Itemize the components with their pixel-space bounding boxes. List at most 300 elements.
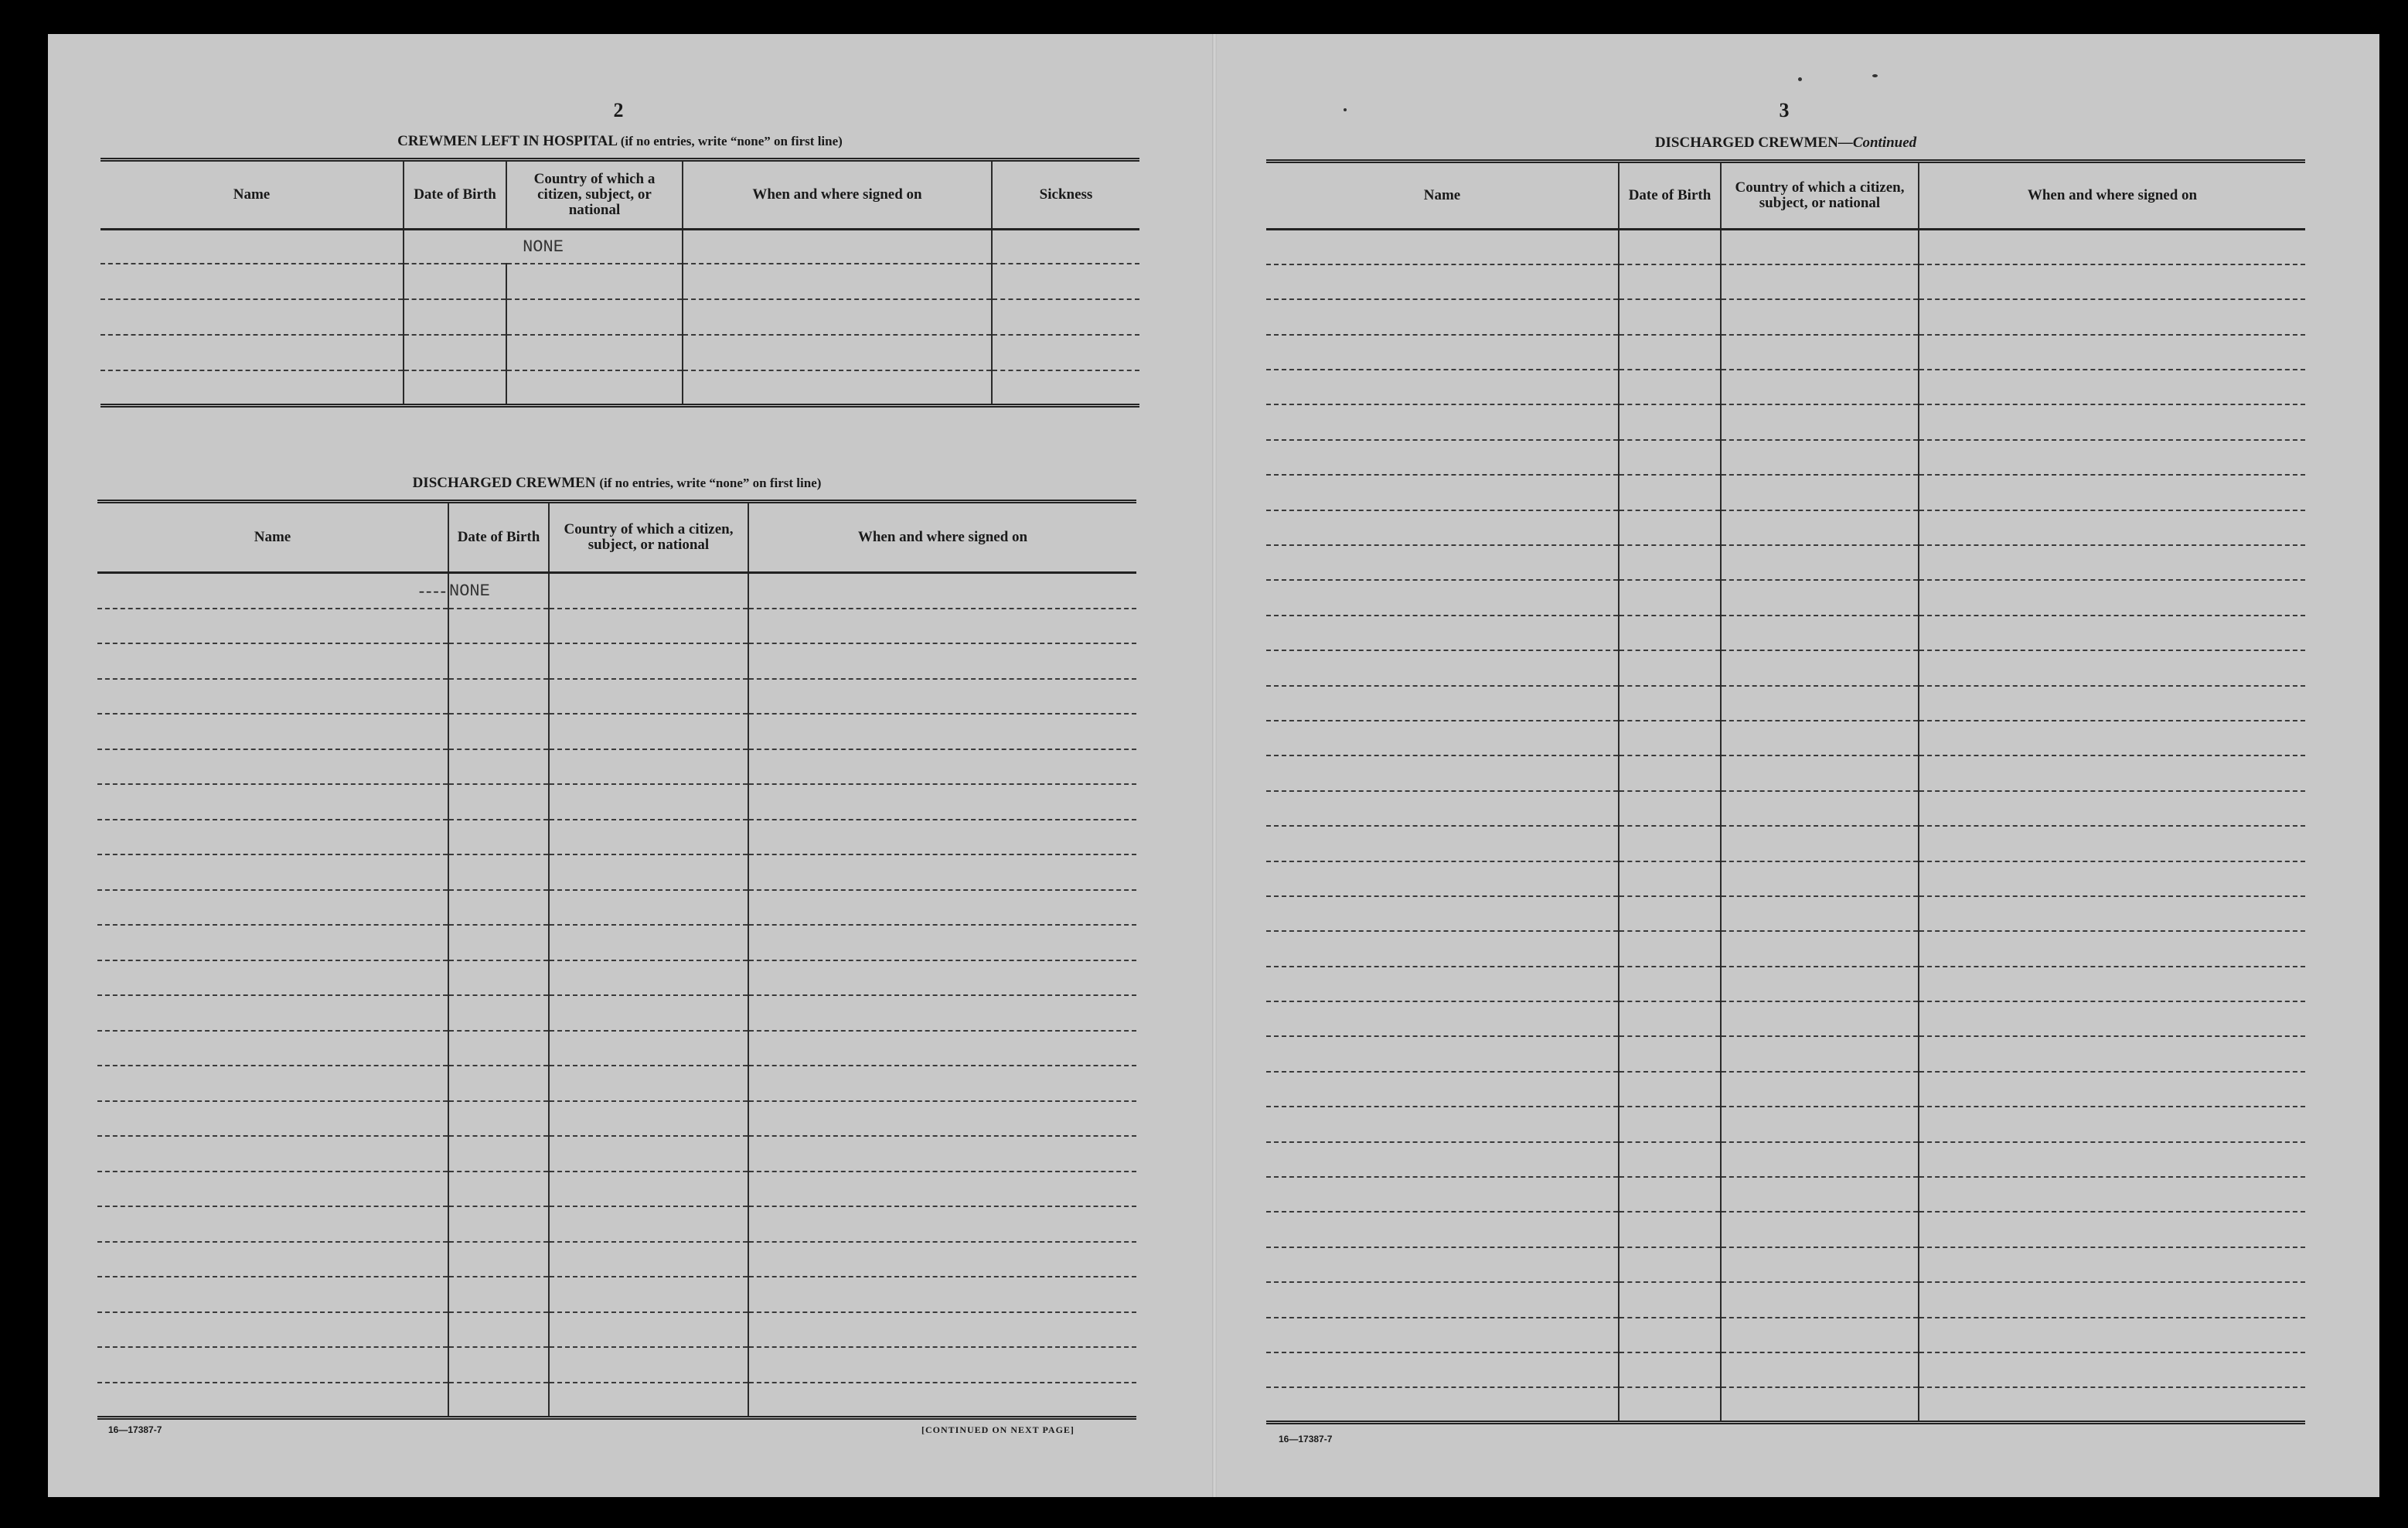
table-cell bbox=[1919, 545, 2305, 580]
table-cell bbox=[549, 854, 748, 890]
col-header-country: Country of which a citizen, subject, or national bbox=[549, 502, 748, 573]
table-cell bbox=[1266, 1282, 1619, 1317]
table-row bbox=[97, 1206, 1136, 1242]
table-cell bbox=[1721, 335, 1919, 370]
table-cell bbox=[1919, 861, 2305, 896]
table-cell bbox=[1266, 686, 1619, 721]
table-row bbox=[1266, 1142, 2305, 1177]
table-cell bbox=[549, 1383, 748, 1418]
table-cell bbox=[97, 1242, 448, 1277]
table-cell bbox=[448, 1066, 549, 1101]
table-cell bbox=[1619, 650, 1721, 685]
table-cell bbox=[1919, 1352, 2305, 1387]
table-cell bbox=[1266, 1212, 1619, 1247]
table-row bbox=[97, 854, 1136, 890]
table-row bbox=[97, 1383, 1136, 1418]
table-cell bbox=[1266, 370, 1619, 404]
table-cell bbox=[1266, 791, 1619, 826]
table-row bbox=[1266, 1387, 2305, 1422]
table-cell bbox=[1721, 475, 1919, 510]
table-cell bbox=[1721, 1212, 1919, 1247]
table-cell bbox=[748, 679, 1136, 715]
table-cell bbox=[448, 1172, 549, 1207]
table-row bbox=[1266, 1212, 2305, 1247]
table-cell bbox=[97, 749, 448, 785]
table-cell bbox=[1721, 1142, 1919, 1177]
table-cell bbox=[1721, 1001, 1919, 1036]
table-cell bbox=[549, 1066, 748, 1101]
table-cell bbox=[1619, 299, 1721, 334]
table-cell bbox=[1619, 1247, 1721, 1282]
table-row bbox=[1266, 264, 2305, 299]
table-cell bbox=[1619, 896, 1721, 931]
table-cell bbox=[97, 643, 448, 679]
table-cell bbox=[448, 1136, 549, 1172]
table-cell bbox=[97, 784, 448, 820]
table-row bbox=[97, 749, 1136, 785]
table-row bbox=[100, 370, 1139, 406]
table-cell bbox=[1721, 545, 1919, 580]
table-cell bbox=[1266, 896, 1619, 931]
table-cell bbox=[748, 1172, 1136, 1207]
table-cell bbox=[748, 784, 1136, 820]
table-row bbox=[97, 714, 1136, 749]
table-cell bbox=[97, 854, 448, 890]
table-cell bbox=[448, 1031, 549, 1066]
table-cell bbox=[1619, 1318, 1721, 1352]
table-cell bbox=[1919, 580, 2305, 615]
table-cell bbox=[549, 609, 748, 644]
paper-speck bbox=[1344, 108, 1347, 111]
table-row bbox=[97, 995, 1136, 1031]
table-cell bbox=[1721, 1036, 1919, 1071]
col-header-name: Name bbox=[97, 502, 448, 573]
table-row bbox=[97, 1347, 1136, 1383]
table-cell bbox=[1619, 1387, 1721, 1422]
table-cell bbox=[1721, 931, 1919, 966]
table-cell bbox=[97, 1206, 448, 1242]
col-header-sickness: Sickness bbox=[992, 160, 1139, 230]
table-cell bbox=[748, 854, 1136, 890]
table-cell bbox=[549, 925, 748, 960]
table-cell bbox=[549, 890, 748, 926]
table-row bbox=[1266, 230, 2305, 264]
table-cell bbox=[1721, 721, 1919, 755]
table-cell bbox=[1619, 616, 1721, 650]
table-row bbox=[1266, 545, 2305, 580]
table-cell bbox=[1266, 1107, 1619, 1141]
table-cell bbox=[1619, 264, 1721, 299]
table-cell bbox=[1721, 755, 1919, 790]
table-row bbox=[1266, 896, 2305, 931]
table-row bbox=[1266, 967, 2305, 1001]
table-cell bbox=[549, 1242, 748, 1277]
table-cell bbox=[97, 1101, 448, 1137]
table-cell bbox=[1919, 650, 2305, 685]
table-row bbox=[97, 609, 1136, 644]
table-cell bbox=[1266, 650, 1619, 685]
table-row bbox=[97, 820, 1136, 855]
table-cell bbox=[1721, 826, 1919, 861]
table-cell bbox=[1266, 721, 1619, 755]
table-cell bbox=[1266, 1142, 1619, 1177]
table-cell bbox=[1919, 616, 2305, 650]
table-row bbox=[97, 1242, 1136, 1277]
table-cell bbox=[549, 679, 748, 715]
table-cell bbox=[1721, 1282, 1919, 1317]
table-cell bbox=[1266, 404, 1619, 439]
table-row bbox=[1266, 370, 2305, 404]
table-cell bbox=[1919, 1072, 2305, 1107]
table-cell bbox=[97, 1066, 448, 1101]
table-cell bbox=[1919, 686, 2305, 721]
table-cell bbox=[1919, 370, 2305, 404]
table-cell bbox=[448, 643, 549, 679]
table-row: ---- NONE bbox=[97, 573, 1136, 609]
col-header-country: Country of which a citizen, subject, or national bbox=[506, 160, 683, 230]
table-cell bbox=[1266, 1247, 1619, 1282]
table-cell bbox=[1619, 791, 1721, 826]
table-cell bbox=[1619, 1142, 1721, 1177]
table-cell bbox=[97, 995, 448, 1031]
continued-suffix: —Continued bbox=[1838, 135, 1917, 151]
table-cell bbox=[1919, 721, 2305, 755]
continued-section-title bbox=[1268, 135, 2304, 152]
table-row bbox=[1266, 826, 2305, 861]
table-row bbox=[1266, 721, 2305, 755]
table-cell bbox=[448, 679, 549, 715]
discharged-continued-table bbox=[1266, 159, 2305, 1424]
table-cell bbox=[748, 1066, 1136, 1101]
table-cell bbox=[1919, 826, 2305, 861]
table-cell bbox=[549, 820, 748, 855]
table-cell bbox=[1721, 1107, 1919, 1141]
table-cell bbox=[1721, 650, 1919, 685]
table-cell bbox=[748, 1206, 1136, 1242]
table-row bbox=[100, 299, 1139, 335]
table-cell bbox=[1919, 1387, 2305, 1422]
table-cell bbox=[448, 925, 549, 960]
table-cell bbox=[1721, 967, 1919, 1001]
table-cell bbox=[1919, 440, 2305, 475]
table-cell bbox=[1919, 1177, 2305, 1212]
table-row bbox=[1266, 1247, 2305, 1282]
table-cell bbox=[448, 960, 549, 996]
table-cell bbox=[748, 1136, 1136, 1172]
table-row bbox=[1266, 404, 2305, 439]
table-row bbox=[97, 1312, 1136, 1348]
table-cell bbox=[748, 1101, 1136, 1137]
table-row bbox=[1266, 791, 2305, 826]
table-cell bbox=[549, 1136, 748, 1172]
form-code-right: 16—17387-7 bbox=[1279, 1434, 1333, 1444]
table-row bbox=[97, 643, 1136, 679]
table-cell bbox=[1619, 335, 1721, 370]
table-cell bbox=[549, 1031, 748, 1066]
table-row bbox=[1266, 335, 2305, 370]
paper-speck bbox=[1872, 74, 1878, 77]
table-row bbox=[1266, 650, 2305, 685]
continued-title: DISCHARGED CREWMEN bbox=[1654, 135, 1838, 151]
table-cell bbox=[1919, 335, 2305, 370]
hospital-section-title bbox=[102, 133, 1138, 150]
table-cell bbox=[97, 925, 448, 960]
table-cell bbox=[1619, 1282, 1721, 1317]
table-cell bbox=[1721, 791, 1919, 826]
table-cell bbox=[549, 1206, 748, 1242]
table-cell bbox=[448, 854, 549, 890]
col-header-name: Name bbox=[1266, 162, 1619, 230]
table-cell bbox=[1266, 1001, 1619, 1036]
table-cell bbox=[1619, 1177, 1721, 1212]
table-row bbox=[1266, 1282, 2305, 1317]
table-cell bbox=[1266, 545, 1619, 580]
table-cell bbox=[748, 1031, 1136, 1066]
table-row bbox=[97, 1066, 1136, 1101]
col-header-country: Country of which a citizen, subject, or national bbox=[1721, 162, 1919, 230]
table-cell bbox=[1919, 755, 2305, 790]
table-cell bbox=[97, 1136, 448, 1172]
table-row bbox=[1266, 861, 2305, 896]
table-cell bbox=[1721, 264, 1919, 299]
table-cell bbox=[97, 679, 448, 715]
page-number-right: 3 bbox=[1779, 99, 1790, 121]
table-cell bbox=[1619, 1072, 1721, 1107]
table-cell bbox=[1721, 861, 1919, 896]
col-header-signed-on: When and where signed on bbox=[1919, 162, 2305, 230]
table-cell bbox=[748, 1277, 1136, 1312]
table-cell bbox=[1266, 616, 1619, 650]
table-cell bbox=[1266, 299, 1619, 334]
table-row bbox=[1266, 1036, 2305, 1071]
table-cell bbox=[97, 1031, 448, 1066]
table-cell bbox=[748, 643, 1136, 679]
table-cell bbox=[1919, 510, 2305, 545]
table-cell bbox=[1619, 861, 1721, 896]
table-cell bbox=[97, 1383, 448, 1418]
table-cell bbox=[748, 1347, 1136, 1383]
table-row bbox=[1266, 1177, 2305, 1212]
table-cell bbox=[549, 960, 748, 996]
table-cell bbox=[1919, 299, 2305, 334]
table-row bbox=[97, 925, 1136, 960]
table-cell bbox=[1266, 967, 1619, 1001]
table-cell bbox=[748, 890, 1136, 926]
table-row bbox=[1266, 475, 2305, 510]
table-cell bbox=[448, 1347, 549, 1383]
table-cell bbox=[1619, 931, 1721, 966]
table-cell bbox=[448, 890, 549, 926]
table-row bbox=[97, 1172, 1136, 1207]
table-cell bbox=[748, 1312, 1136, 1348]
table-row bbox=[1266, 440, 2305, 475]
table-row bbox=[1266, 931, 2305, 966]
discharged-note: (if no entries, write “none” on first line) bbox=[599, 476, 822, 490]
table-cell bbox=[1919, 967, 2305, 1001]
table-row bbox=[1266, 755, 2305, 790]
table-cell bbox=[448, 1206, 549, 1242]
table-cell bbox=[1619, 1001, 1721, 1036]
continued-note: [CONTINUED ON NEXT PAGE] bbox=[921, 1424, 1075, 1435]
page-fold bbox=[1212, 34, 1217, 1497]
table-cell bbox=[1721, 896, 1919, 931]
discharged-header-row bbox=[97, 502, 1136, 573]
table-cell bbox=[1619, 475, 1721, 510]
table-cell bbox=[1619, 230, 1721, 264]
table-cell bbox=[97, 609, 448, 644]
table-cell bbox=[1619, 826, 1721, 861]
table-cell bbox=[1721, 510, 1919, 545]
discharged-table bbox=[97, 500, 1136, 1420]
col-header-date-of-birth: Date of Birth bbox=[1619, 162, 1721, 230]
table-cell bbox=[1919, 1036, 2305, 1071]
table-row bbox=[1266, 1352, 2305, 1387]
table-row bbox=[1266, 1107, 2305, 1141]
none-entry: NONE bbox=[449, 582, 490, 602]
table-cell bbox=[748, 1242, 1136, 1277]
discharged-section-title bbox=[99, 475, 1135, 492]
table-cell bbox=[1619, 370, 1721, 404]
col-header-date-of-birth: Date of Birth bbox=[404, 160, 506, 230]
table-cell bbox=[1919, 230, 2305, 264]
table-row bbox=[97, 1101, 1136, 1137]
table-cell bbox=[448, 1312, 549, 1348]
table-cell bbox=[549, 643, 748, 679]
table-cell bbox=[448, 1101, 549, 1137]
table-cell bbox=[1266, 1387, 1619, 1422]
table-cell bbox=[1619, 1036, 1721, 1071]
table-cell bbox=[549, 1172, 748, 1207]
table-cell bbox=[1919, 1247, 2305, 1282]
table-cell bbox=[1266, 1072, 1619, 1107]
table-cell bbox=[748, 609, 1136, 644]
table-cell bbox=[448, 995, 549, 1031]
table-cell bbox=[1919, 404, 2305, 439]
hospital-table bbox=[100, 158, 1139, 408]
table-cell bbox=[1619, 967, 1721, 1001]
table-cell bbox=[549, 1347, 748, 1383]
table-cell bbox=[1919, 264, 2305, 299]
table-cell bbox=[448, 1383, 549, 1418]
form-code-left: 16—17387-7 bbox=[108, 1424, 162, 1435]
table-cell bbox=[97, 1277, 448, 1312]
table-cell bbox=[1266, 931, 1619, 966]
table-cell bbox=[1721, 404, 1919, 439]
table-row bbox=[100, 264, 1139, 299]
continued-header-row bbox=[1266, 162, 2305, 230]
table-cell bbox=[1266, 1036, 1619, 1071]
table-cell bbox=[1619, 755, 1721, 790]
table-row bbox=[1266, 510, 2305, 545]
table-cell bbox=[97, 1347, 448, 1383]
table-cell bbox=[1619, 1107, 1721, 1141]
table-cell bbox=[1619, 440, 1721, 475]
table-row bbox=[1266, 299, 2305, 334]
table-cell bbox=[1619, 545, 1721, 580]
page-number-left: 2 bbox=[613, 99, 624, 121]
table-cell bbox=[1721, 299, 1919, 334]
col-header-date-of-birth: Date of Birth bbox=[448, 502, 549, 573]
table-cell bbox=[1919, 1212, 2305, 1247]
table-cell bbox=[448, 1242, 549, 1277]
table-row bbox=[97, 1277, 1136, 1312]
table-cell bbox=[1266, 1352, 1619, 1387]
table-row bbox=[1266, 1001, 2305, 1036]
table-cell bbox=[1266, 861, 1619, 896]
table-cell bbox=[1266, 580, 1619, 615]
table-cell bbox=[1266, 264, 1619, 299]
table-row bbox=[100, 335, 1139, 370]
table-cell bbox=[448, 714, 549, 749]
table-cell bbox=[1266, 230, 1619, 264]
table-cell bbox=[97, 820, 448, 855]
table-row bbox=[1266, 580, 2305, 615]
table-cell bbox=[97, 960, 448, 996]
table-cell bbox=[448, 1277, 549, 1312]
table-cell bbox=[748, 960, 1136, 996]
table-cell bbox=[1919, 791, 2305, 826]
table-cell bbox=[549, 1101, 748, 1137]
table-cell bbox=[1266, 826, 1619, 861]
table-cell bbox=[1266, 1318, 1619, 1352]
table-cell bbox=[448, 749, 549, 785]
table-cell bbox=[1919, 1318, 2305, 1352]
table-cell bbox=[1721, 1352, 1919, 1387]
table-cell bbox=[1266, 1177, 1619, 1212]
table-cell bbox=[1619, 686, 1721, 721]
table-row bbox=[97, 784, 1136, 820]
table-row bbox=[97, 890, 1136, 926]
table-cell bbox=[549, 995, 748, 1031]
table-cell bbox=[549, 749, 748, 785]
paper-speck bbox=[1798, 77, 1802, 81]
table-cell bbox=[1619, 1352, 1721, 1387]
table-row bbox=[97, 679, 1136, 715]
table-row bbox=[1266, 1318, 2305, 1352]
discharged-title: DISCHARGED CREWMEN bbox=[412, 475, 596, 491]
table-cell bbox=[448, 784, 549, 820]
table-cell bbox=[1721, 580, 1919, 615]
table-cell bbox=[549, 784, 748, 820]
table-row bbox=[97, 1031, 1136, 1066]
table-cell bbox=[1619, 404, 1721, 439]
table-cell bbox=[1619, 580, 1721, 615]
hospital-title: CREWMEN LEFT IN HOSPITAL bbox=[397, 133, 617, 149]
table-cell bbox=[748, 714, 1136, 749]
col-header-signed-on: When and where signed on bbox=[683, 160, 992, 230]
table-cell bbox=[1721, 1318, 1919, 1352]
table-row bbox=[97, 960, 1136, 996]
table-cell bbox=[1919, 475, 2305, 510]
table-cell bbox=[549, 1312, 748, 1348]
table-cell bbox=[1619, 1212, 1721, 1247]
table-cell bbox=[748, 995, 1136, 1031]
table-cell bbox=[1266, 440, 1619, 475]
table-cell bbox=[1721, 1177, 1919, 1212]
table-cell bbox=[549, 1277, 748, 1312]
table-cell bbox=[1919, 1107, 2305, 1141]
table-cell bbox=[1721, 1072, 1919, 1107]
table-cell bbox=[1919, 896, 2305, 931]
table-cell bbox=[1919, 1142, 2305, 1177]
table-cell bbox=[1721, 1387, 1919, 1422]
col-header-signed-on: When and where signed on bbox=[748, 502, 1136, 573]
col-header-name: Name bbox=[100, 160, 404, 230]
table-cell bbox=[1919, 1282, 2305, 1317]
table-cell bbox=[748, 749, 1136, 785]
table-cell bbox=[448, 820, 549, 855]
table-cell bbox=[1721, 616, 1919, 650]
